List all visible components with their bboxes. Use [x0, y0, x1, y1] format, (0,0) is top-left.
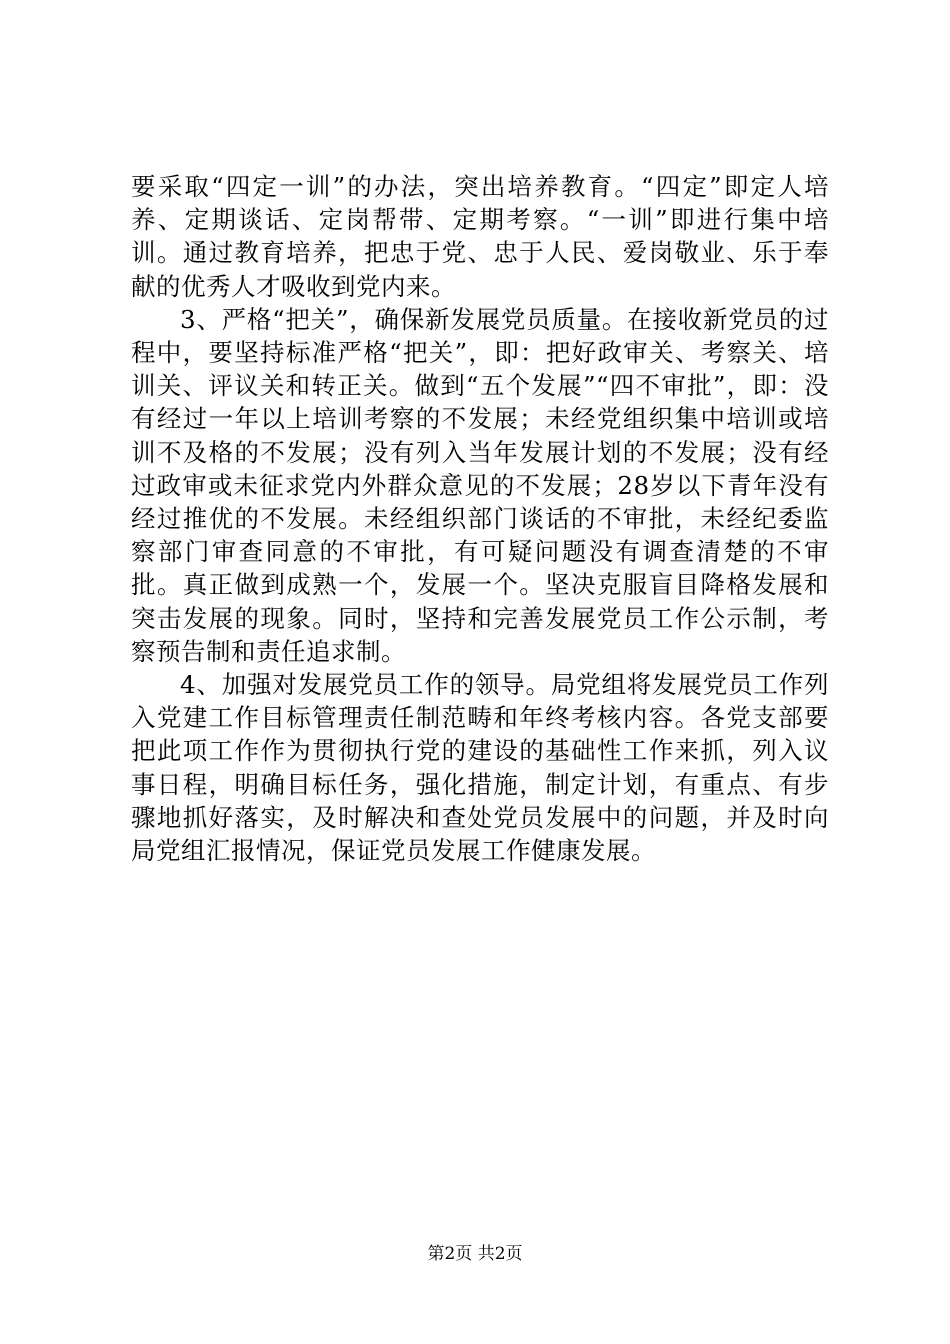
- paragraph-item-4: 4、加强对发展党员工作的领导。局党组将发展党员工作列入党建工作目标管理责任制范畴和年终考核内容。各党支部要把此项工作作为贯彻执行党的建设的基础性工作来抓，列入议事日程，明确目标任务，强化措施，制定计划，有重点、有步骤地抓好落实，及时解决和查处党员发展中的问题，并及时向局党组汇报情况，保证党员发展工作健康发展。: [131, 670, 829, 866]
- page-footer: 第2页 共2页: [427, 1244, 523, 1264]
- document-body: [131, 170, 829, 867]
- paragraph-continuation: 要采取“四定一训”的办法，突出培养教育。“四定”即定人培养、定期谈话、定岗帮带、定期考察。“一训”即进行集中培训。通过教育培养，把忠于党、忠于人民、爱岗敬业、乐于奉献的优秀人才吸收到党内来。: [131, 172, 829, 301]
- paragraph-item-3: 3、严格“把关”，确保新发展党员质量。在接收新党员的过程中，要坚持标准严格“把关”，即：把好政审关、考察关、培训关、评议关和转正关。做到“五个发展”“四不审批”，即：没有经过一年以上培训考察的不发展；未经党组织集中培训或培训不及格的不发展；没有列入当年发展计划的不发展；没有经过政审或未征求党内外群众意见的不发展；28岁以下青年没有经过推优的不发展。未经组织部门谈话的不审批，未经纪委监察部门审查同意的不审批，有可疑问题没有调查清楚的不审批。真正做到成熟一个，发展一个。坚决克服盲目降格发展和突击发展的现象。同时，坚持和完善发展党员工作公示制，考察预告制和责任追求制。: [131, 304, 829, 666]
